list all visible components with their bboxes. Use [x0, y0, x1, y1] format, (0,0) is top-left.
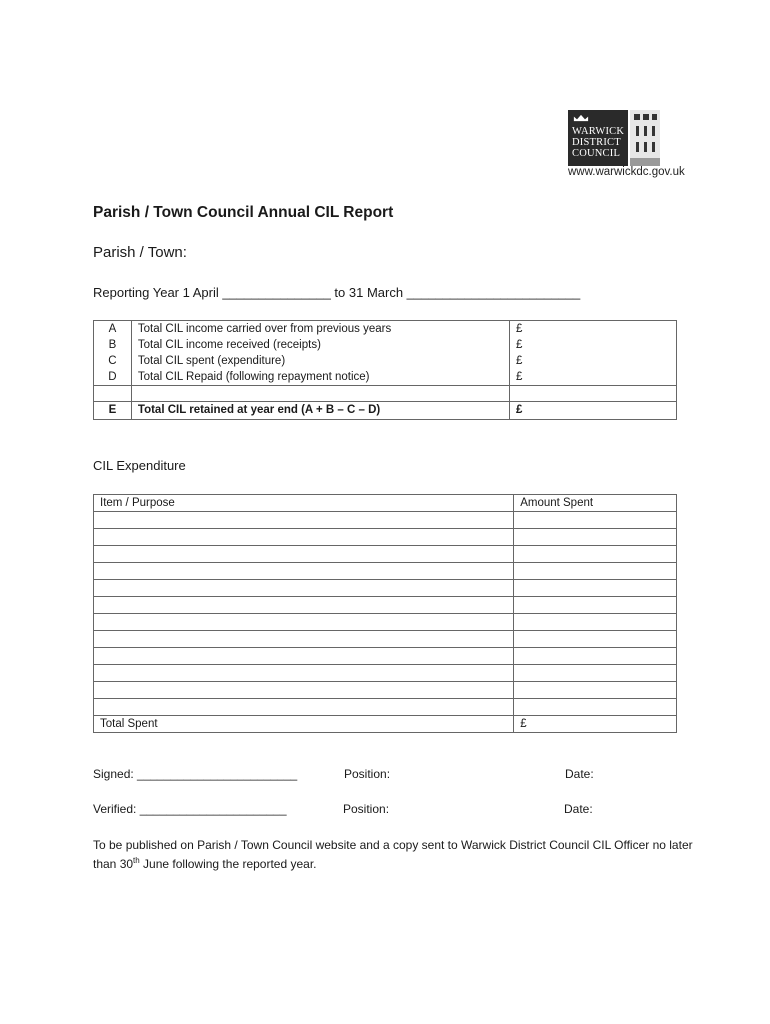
amount-cell[interactable]: [514, 631, 677, 648]
table-row: [94, 563, 677, 580]
row-description: Total CIL spent (expenditure): [131, 353, 509, 369]
amount-cell[interactable]: [514, 614, 677, 631]
amount-cell[interactable]: [514, 512, 677, 529]
row-description: [131, 386, 509, 402]
table-row: [94, 614, 677, 631]
parish-town-label: Parish / Town:: [93, 244, 187, 261]
table-row: [94, 353, 677, 369]
row-value[interactable]: £: [509, 402, 676, 420]
position-label: Position:: [343, 802, 390, 816]
signed-line[interactable]: Signed: ________________________: [93, 767, 298, 781]
table-row-total: [94, 716, 677, 733]
reporting-year-line: Reporting Year 1 April _______________ to 31 March ________________________: [93, 285, 581, 300]
row-value[interactable]: £: [509, 369, 676, 386]
item-cell[interactable]: [94, 512, 514, 529]
logo-line-1: WARWICK: [572, 126, 625, 137]
logo-url: www.warwickdc.gov.uk: [568, 166, 685, 178]
table-row-total: [94, 402, 677, 420]
column-header-amount: Amount Spent: [514, 495, 677, 512]
row-description: Total CIL income received (receipts): [131, 337, 509, 353]
row-value[interactable]: £: [509, 337, 676, 353]
row-letter: A: [94, 321, 132, 338]
warwick-district-council-logo: [566, 108, 704, 180]
table-row: [94, 682, 677, 699]
row-value[interactable]: £: [509, 353, 676, 369]
row-letter: C: [94, 353, 132, 369]
cil-expenditure-table: [93, 494, 677, 733]
table-row: [94, 321, 677, 338]
item-cell[interactable]: [94, 580, 514, 597]
amount-cell[interactable]: [514, 699, 677, 716]
total-spent-value[interactable]: £: [514, 716, 677, 733]
table-header-row: [94, 495, 677, 512]
row-letter: B: [94, 337, 132, 353]
publication-note: [93, 836, 693, 874]
amount-cell[interactable]: [514, 529, 677, 546]
item-cell[interactable]: [94, 699, 514, 716]
table-row: [94, 369, 677, 386]
item-cell[interactable]: [94, 648, 514, 665]
logo-line-2: DISTRICT: [572, 137, 621, 148]
row-value[interactable]: £: [509, 321, 676, 338]
item-cell[interactable]: [94, 665, 514, 682]
amount-cell[interactable]: [514, 546, 677, 563]
table-row: [94, 665, 677, 682]
date-label: Date:: [565, 767, 594, 781]
amount-cell[interactable]: [514, 580, 677, 597]
logo-badge: [568, 110, 628, 166]
publication-note-text: To be published on Parish / Town Council website and a copy sent to Warwick District Council CIL Officer no later than 30: [93, 838, 693, 871]
table-row: [94, 529, 677, 546]
table-row: [94, 546, 677, 563]
row-description: Total CIL Repaid (following repayment notice): [131, 369, 509, 386]
item-cell[interactable]: [94, 614, 514, 631]
castle-tower-icon: [630, 110, 660, 166]
cil-summary-table: [93, 320, 677, 420]
row-description: Total CIL retained at year end (A + B – C – D): [131, 402, 509, 420]
amount-cell[interactable]: [514, 682, 677, 699]
crown-icon: [572, 114, 590, 122]
row-value: [509, 386, 676, 402]
row-description: Total CIL income carried over from previous years: [131, 321, 509, 338]
amount-cell[interactable]: [514, 648, 677, 665]
row-letter: [94, 386, 132, 402]
row-letter: E: [94, 402, 132, 420]
item-cell[interactable]: [94, 563, 514, 580]
amount-cell[interactable]: [514, 563, 677, 580]
table-row: [94, 580, 677, 597]
total-spent-label: Total Spent: [94, 716, 514, 733]
publication-note-text-end: June following the reported year.: [139, 857, 317, 871]
column-header-item: Item / Purpose: [94, 495, 514, 512]
item-cell[interactable]: [94, 546, 514, 563]
table-row: [94, 597, 677, 614]
amount-cell[interactable]: [514, 665, 677, 682]
item-cell[interactable]: [94, 682, 514, 699]
logo-line-3: COUNCIL: [572, 148, 621, 159]
table-row: [94, 699, 677, 716]
table-row: [94, 631, 677, 648]
amount-cell[interactable]: [514, 597, 677, 614]
item-cell[interactable]: [94, 529, 514, 546]
ordinal-suffix: th: [133, 856, 140, 865]
table-row: [94, 512, 677, 529]
date-label: Date:: [564, 802, 593, 816]
table-row-spacer: [94, 386, 677, 402]
report-title: Parish / Town Council Annual CIL Report: [93, 204, 394, 221]
position-label: Position:: [344, 767, 391, 781]
item-cell[interactable]: [94, 597, 514, 614]
item-cell[interactable]: [94, 631, 514, 648]
table-row: [94, 337, 677, 353]
cil-expenditure-heading: CIL Expenditure: [93, 458, 186, 473]
row-letter: D: [94, 369, 132, 386]
verified-line[interactable]: Verified: ______________________: [93, 802, 287, 816]
table-row: [94, 648, 677, 665]
